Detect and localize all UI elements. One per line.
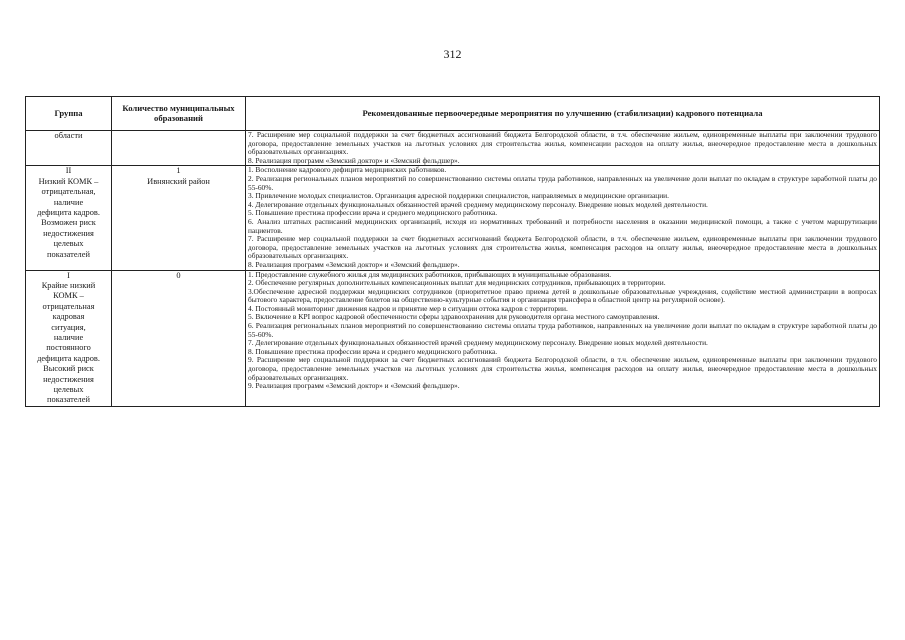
measure-item: 3. Привлечение молодых специалистов. Организация адресной поддержки специалистов, направляемых в медицинские организации. <box>248 191 669 201</box>
measure-item: 6. Реализация региональных планов мероприятий по совершенствованию системы оплаты труда работников, направленных на увеличение доли выплат по окладам в структуре заработной платы до 55-60%. <box>248 321 877 339</box>
measure-item: 9. Расширение мер социальной поддержки за счет бюджетных ассигнований бюджета Белгородской области, в т.ч. обеспечение жильем, единовременные выплаты при заключении трудового договора, предоставление земельных участков на льготных условиях для строительства жилья, компенсация расходов на оплату жилья, внеочередное предоставление места в дошкольных образовательных организациях. <box>248 355 877 382</box>
group-line: показателей <box>47 249 90 259</box>
measure-item: 5. Повышение престижа профессии врача и среднего медицинского работника. <box>248 208 498 218</box>
group-line: области <box>54 131 83 140</box>
measure-item: 7. Делегирование отдельных функциональных обязанностей врачей среднему медицинскому персоналу. Внедрение новых моделей деятельности. <box>248 338 708 348</box>
table-row <box>26 270 880 406</box>
group-line: II <box>65 166 72 176</box>
measure-item: 1. Предоставление служебного жилья для медицинских работников, прибывающих в муниципальные образования. <box>248 269 612 279</box>
measure-item: 4. Постоянный мониторинг движения кадров и принятие мер в ситуации оттока кадров с территории. <box>248 303 568 313</box>
count-cell: 1 Ивнянский район <box>112 166 246 270</box>
measure-item: 5. Включение в KPI вопрос кадровой обеспеченности сферы здравоохранения для руководителя органа местного самоуправления. <box>248 312 660 322</box>
measure-item: 2. Реализация региональных планов мероприятий по совершенствованию системы оплаты труда работников, направленных на увеличение доли выплат по окладам в структуре заработной платы до 55-60%. <box>248 173 877 192</box>
measures-cell <box>246 131 880 166</box>
page-number: 312 <box>443 47 462 61</box>
table-row <box>26 166 880 270</box>
group-line: наличие <box>53 197 84 207</box>
measure-item: 8. Реализация программ «Земский доктор» и «Земский фельдшер». <box>248 155 460 165</box>
group-line: постоянного <box>46 343 91 353</box>
header-group: Группа <box>26 97 112 131</box>
group-line: КОМК – <box>53 291 84 301</box>
group-line: Крайне низкий <box>41 280 96 290</box>
measures-cell <box>246 166 880 270</box>
measure-item: 2. Обеспечение регулярных дополнительных компенсационных выплат для медицинских сотрудников, прибывающих в территории. <box>248 278 666 288</box>
group-cell <box>26 131 112 166</box>
group-line: целевых <box>53 239 84 249</box>
measure-item: 7. Расширение мер социальной поддержки за счет бюджетных ассигнований бюджета Белгородской области, в т.ч. обеспечение жильем, единовременные выплаты при заключении трудового договора, предоставление земельных участков на льготных условиях для строительства жилья, компенсации расходов на оплату жилья, внеочередное предоставление места в дошкольных образовательных организациях. <box>248 130 877 157</box>
group-cell <box>26 270 112 406</box>
group-line: недостижения <box>43 374 94 384</box>
header-count: Количество муниципальных образований <box>112 97 246 131</box>
measure-item: 3.Обеспечение адресной поддержки медицинских сотрудников (приоритетное право приема детей в дошкольные образовательные учреждения, содействие местной администрации в вопросах бытового характера, предоставление билетов на общественно-культурные события и организация трансфера в областной центр на регулярной основе). <box>248 286 877 305</box>
measure-item: 1. Восполнение кадрового дефицита медицинских работников. <box>248 165 447 175</box>
group-line: наличие <box>53 332 84 342</box>
measure-item: 6. Анализ штатных расписаний медицинских организаций, исходя из нормативных требований и потребности населения в оказании медицинской помощи, а также с учетом маршрутизации пациентов. <box>248 216 877 235</box>
group-line: недостижения <box>43 228 94 238</box>
group-line: Высокий риск <box>43 364 94 374</box>
count-cell: 0 <box>112 270 246 406</box>
group-line: I <box>67 270 70 280</box>
measure-item: 7. Расширение мер социальной поддержки за счет бюджетных ассигнований бюджета Белгородской области, в т.ч. обеспечение жильем, единовременные выплаты при заключении трудового договора, предоставление земельных участков на льготных условиях для строительства жилья, компенсация расходов на оплату жилья, внеочередное предоставление места в дошкольных образовательных организациях. <box>248 234 877 261</box>
measure-item: 8. Повышение престижа профессии врача и среднего медицинского работника. <box>248 346 498 356</box>
group-line: дефицита кадров. <box>37 353 100 363</box>
group-cell <box>26 166 112 270</box>
measure-item: 8. Реализация программ «Земский доктор» и «Земский фельдшер». <box>248 259 460 269</box>
header-measures: Рекомендованные первоочередные мероприятия по улучшению (стабилизации) кадрового потенциала <box>246 97 880 131</box>
group-line: ситуация, <box>51 322 86 332</box>
group-line: дефицита кадров. <box>37 208 100 217</box>
measures-cell <box>246 270 880 406</box>
group-line: Возможен риск <box>41 218 96 228</box>
group-line: целевых <box>53 384 84 394</box>
group-line: кадровая <box>52 312 85 322</box>
count-cell <box>112 131 246 166</box>
table-header-row <box>26 97 880 131</box>
measure-item: 9. Реализация программ «Земский доктор» и «Земский фельдшер». <box>248 381 460 391</box>
group-line: Низкий КОМК – <box>38 176 99 186</box>
group-line: отрицательная <box>42 301 95 311</box>
measure-item: 4. Делегирование отдельных функциональных обязанностей врачей среднему медицинскому персоналу. Внедрение новых моделей деятельности. <box>248 199 708 209</box>
table-row <box>26 131 880 166</box>
measures-table <box>25 96 880 407</box>
group-line: показателей <box>47 395 90 405</box>
group-line: отрицательная, <box>41 187 96 197</box>
